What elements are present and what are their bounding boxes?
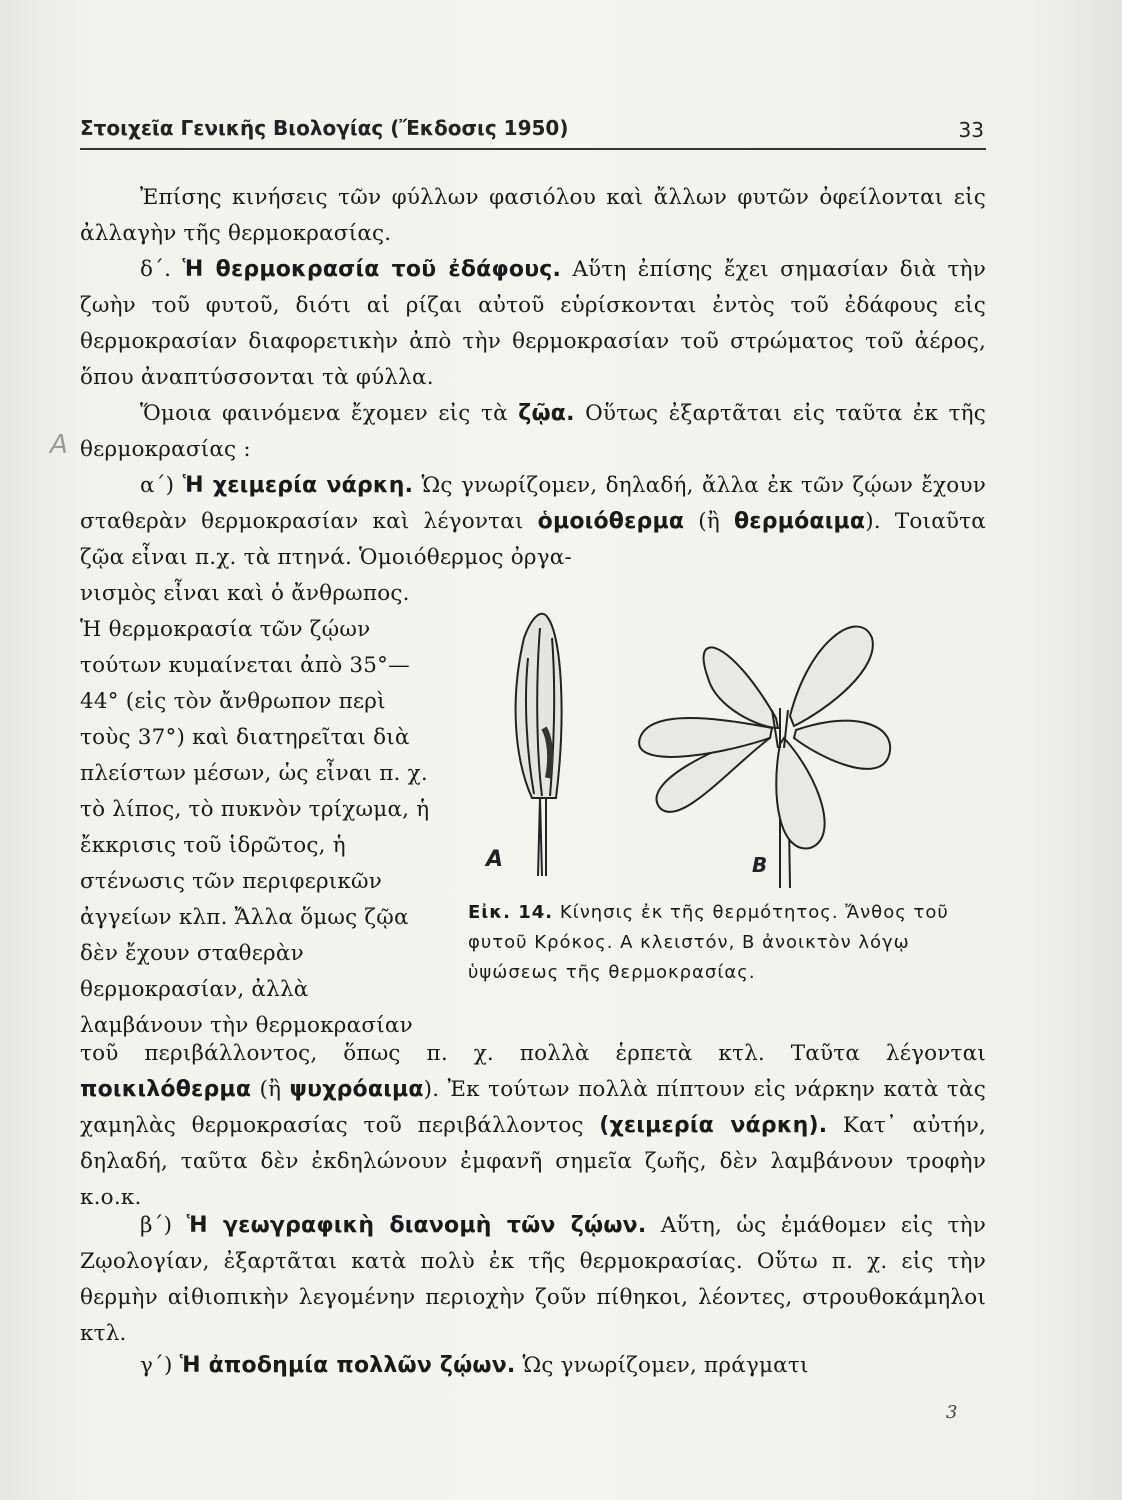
figure-crocus-flower — [480, 598, 990, 888]
heading-migration: Ἡ ἀποδημία πολλῶν ζῴων. — [179, 1353, 516, 1378]
paragraph-cold-blooded: τοῦ περιβάλλοντος, ὅπως π. χ. πολλὰ ἑρπετὰ κτλ. Ταῦτα λέγονται ποικιλόθερμα (ἢ ψυχρόαιμα). Ἐκ τούτων πολλὰ πίπτουν εἰς νάρκην κατὰ τὰς χαμηλὰς θερμοκρασίας τοῦ περιβάλλοντος (χειμερία νάρκη). Κατ᾽ αὐτήν, δηλαδή, ταῦτα δὲν ἐκδηλώνουν ἐμφανῆ σημεῖα ζωῆς, δὲν λαμβάνουν τροφὴν κ.ο.κ. — [80, 1041, 987, 1210]
figure-caption: Εἰκ. 14. Κίνησις ἐκ τῆς θερμότητος. Ἄνθος τοῦ φυτοῦ Κρόκος. Α κλειστόν, Β ἀνοικτὸν λόγῳ ὑψώσεως τῆς θερμοκρασίας. — [468, 902, 949, 983]
paragraph-hibernation: α΄) Ἡ χειμερία νάρκη. Ὡς γνωρίζομεν, δηλαδή, ἄλλα ἐκ τῶν ζῴων ἔχουν σταθερὰν θερμοκρασίαν καὶ λέγονται ὁμοιόθερμα (ἢ θερμόαιμα). Τοιαῦτα ζῷα εἶναι π.χ. τὰ πτηνά. Ὁμοιόθερμος ὀργα- — [80, 473, 986, 570]
signature-mark: 3 — [946, 1402, 958, 1423]
term-homeothermic: ὁμοιόθερμα — [537, 509, 685, 534]
running-title: Στοιχεῖα Γενικῆς Βιολογίας (Ἔκδοσις 1950) — [80, 116, 569, 140]
heading-hibernation: Ἡ χειμερία νάρκη. — [182, 473, 414, 498]
paragraph-soil-temperature: δ΄. Ἡ θερμοκρασία τοῦ ἐδάφους. Αὕτη ἐπίσης ἔχει σημασίαν διὰ τὴν ζωὴν τοῦ φυτοῦ, διότι αἱ ρίζαι αὐτοῦ εὑρίσκονται ἐντὸς τοῦ ἐδάφους εἰς θερμοκρασίαν διαφορετικὴν ἀπὸ τὴν θερμοκρασίαν τοῦ στρώματος τοῦ ἀέρος, ὅπου ἀναπτύσσονται τὰ φύλλα. — [80, 257, 986, 390]
heading-soil-temperature: Ἡ θερμοκρασία τοῦ ἐδάφους. — [182, 257, 562, 282]
figure-caption-label: Εἰκ. 14. — [468, 902, 554, 923]
paragraph-animals: Ὅμοια φαινόμενα ἔχομεν εἰς τὰ ζῷα. Οὕτως ἐξαρτᾶται εἰς ταῦτα ἐκ τῆς θερμοκρασίας : — [80, 401, 986, 462]
paragraph-migration: γ΄) Ἡ ἀποδημία πολλῶν ζῴων. Ὡς γνωρίζομεν, πράγματι — [140, 1353, 809, 1378]
paragraph-1: Ἐπίσης κινήσεις τῶν φύλλων φασιόλου καὶ ἄλλων φυτῶν ὀφείλονται εἰς ἀλλαγὴν τῆς θερμοκρασίας. — [80, 185, 986, 246]
margin-pencil-note: Α — [50, 430, 68, 460]
page-number: 33 — [958, 118, 984, 142]
closed-flower-drawing — [516, 614, 562, 876]
crocus-illustration — [480, 598, 990, 888]
heading-geographic-distribution: Ἡ γεωγραφικὴ διανομὴ τῶν ζῴων. — [186, 1213, 647, 1238]
running-header — [80, 112, 986, 150]
heading-animals: ζῷα. — [518, 401, 575, 426]
paragraph-left-column: νισμὸς εἶναι καὶ ὁ ἄνθρωπος. Ἡ θερμοκρασία τῶν ζῴων τούτων κυμαίνεται ἀπὸ 35°—44° (εἰς τὸν ἄνθρωπον περὶ τοὺς 37°) καὶ διατηρεῖται διὰ πλείστων μέσων, ὡς εἶναι π. χ. τὸ λίπος, τὸ πυκνὸν τρίχωμα, ἡ ἔκκρισις τοῦ ἱδρῶτος, ἡ στένωσις τῶν περιφερικῶν ἀγγείων κλπ. Ἄλλα ὅμως ζῷα δὲν ἔχουν σταθερὰν θερμοκρασίαν, ἀλλὰ λαμβάνουν τὴν θερμοκρασίαν — [80, 581, 430, 1038]
term-poikilothermic: ποικιλόθερμα — [80, 1077, 252, 1102]
open-flower-drawing — [639, 627, 890, 888]
paragraph-geographic-distribution: β΄) Ἡ γεωγραφικὴ διανομὴ τῶν ζῴων. Αὕτη, ὡς ἐμάθομεν εἰς τὴν Ζῳολογίαν, ἐξαρτᾶται κατὰ πολὺ ἐκ τῆς θερμοκρασίας. Οὕτω π. χ. εἰς τὴν θερμὴν αἰθιοπικὴν λεγομένην περιοχὴν ζοῦν πίθηκοι, λέοντες, στρουθοκάμηλοι κτλ. — [80, 1213, 986, 1346]
term-warm-blooded: θερμόαιμα — [733, 509, 866, 534]
figure-label-a: A — [486, 847, 504, 872]
term-cold-blooded: ψυχρόαιμα — [289, 1077, 424, 1102]
figure-label-b: B — [752, 853, 768, 877]
term-hibernation: (χειμερία νάρκη). — [599, 1113, 828, 1138]
